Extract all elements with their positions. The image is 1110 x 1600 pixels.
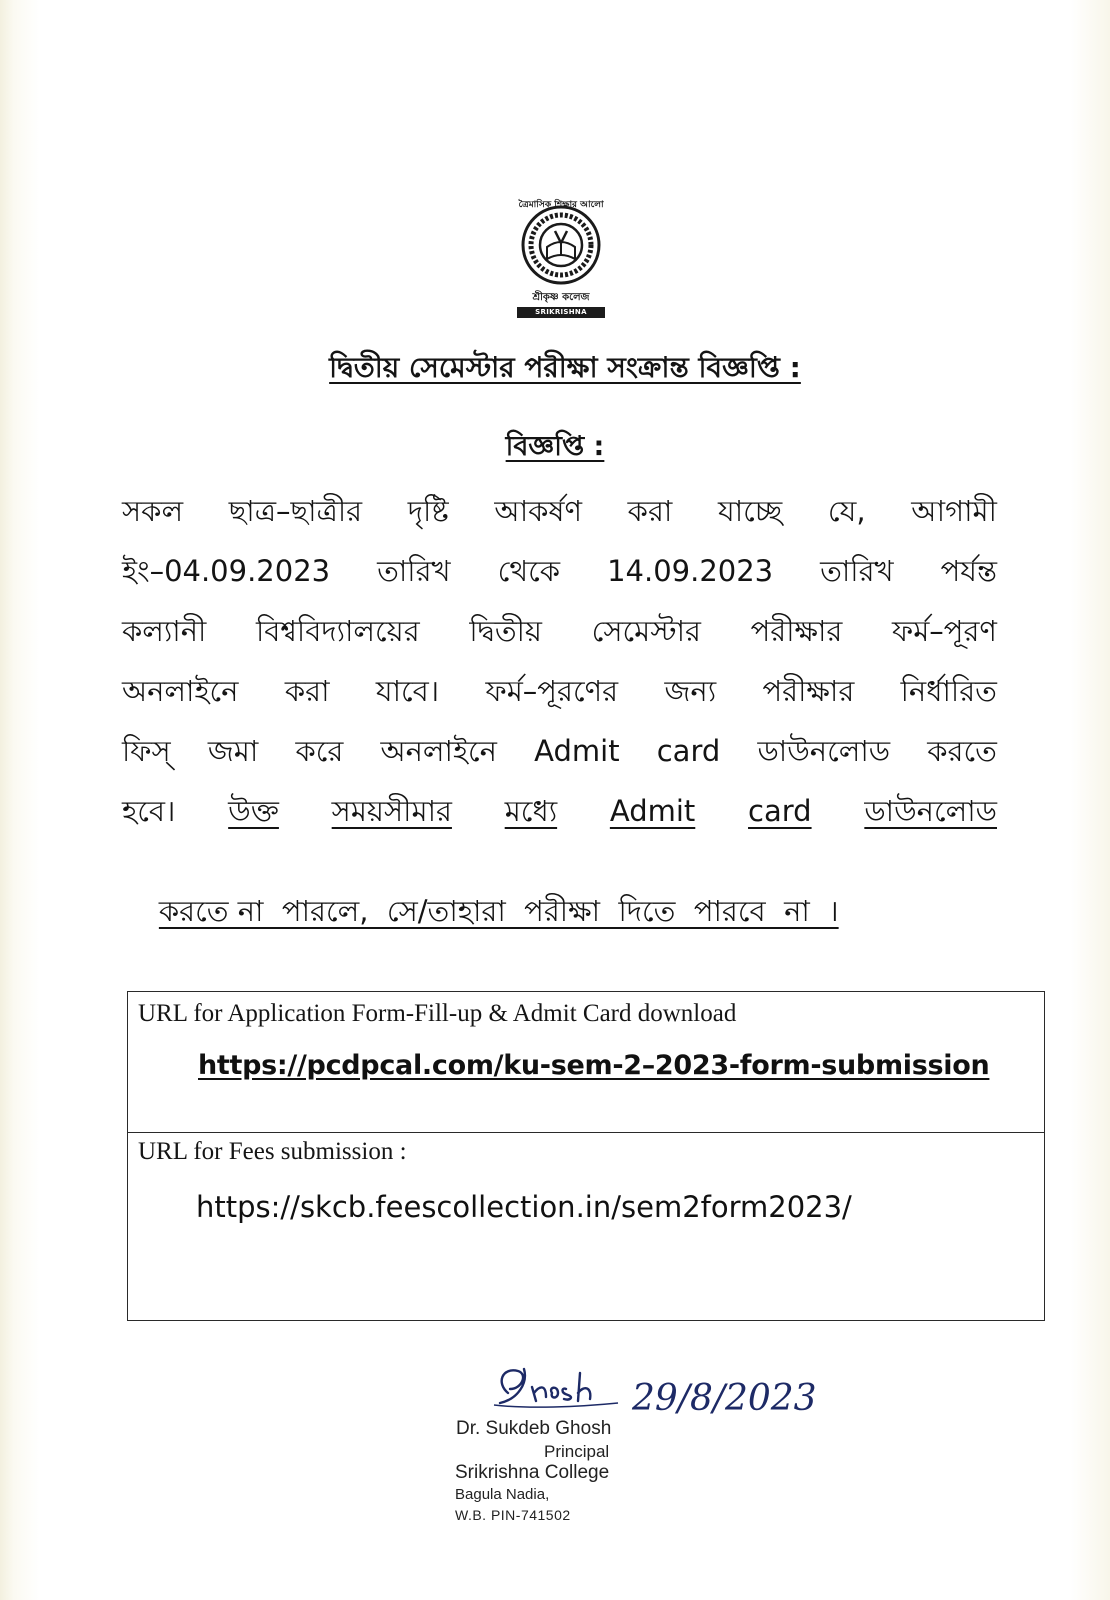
notice-line-3 <box>122 611 997 651</box>
word: থেকে <box>497 554 561 588</box>
underlined-word: মধ্যে <box>504 794 558 828</box>
signer-designation: Principal <box>544 1442 610 1461</box>
word: সকল <box>122 494 184 528</box>
notice-line-1 <box>122 491 997 531</box>
notice-line-7 <box>122 851 997 971</box>
word: অনলাইনে <box>122 674 239 708</box>
underlined-word: Admit <box>609 794 696 828</box>
signature-image <box>488 1363 648 1413</box>
notice-line-5 <box>122 731 997 771</box>
fees-url-label: URL for Fees submission : <box>138 1138 407 1165</box>
word: তারিখ <box>820 554 894 588</box>
signer-name: Dr. Sukdeb Ghosh <box>456 1418 612 1439</box>
underlined-word: সময়সীমার <box>331 794 452 828</box>
word: করা <box>284 674 330 708</box>
word: card <box>656 734 721 768</box>
underlined-word: ডাউনলোড <box>864 794 997 828</box>
notice-subtitle: বিজ্ঞপ্তি : <box>505 431 605 462</box>
word: আগামী <box>911 494 997 528</box>
signer-pin: W.B. PIN-741502 <box>455 1507 571 1523</box>
word: Admit <box>534 734 620 768</box>
signature-date: 29/8/2023 <box>632 1378 817 1419</box>
word: সেমেস্টার <box>591 614 701 648</box>
date-to: 14.09.2023 <box>607 554 774 588</box>
word: যাবে। <box>375 674 440 708</box>
logo-college-name: শ্রীকৃষ্ণ কলেজ <box>532 292 590 303</box>
word: ফর্ম–পূরণ <box>892 614 997 648</box>
logo-ring-text: ত্রৈমাসিক শিক্ষার আলো <box>518 200 604 210</box>
notice-title: দ্বিতীয় সেমেস্টার পরীক্ষা সংক্রান্ত বিজ্ঞপ্তি : <box>329 351 801 384</box>
word: দ্বিতীয় <box>469 614 542 648</box>
word: আকর্ষণ <box>494 494 582 528</box>
underlined-word: card <box>748 794 812 828</box>
word: হবে। <box>122 794 176 828</box>
word: বিশ্ববিদ্যালয়ের <box>255 614 420 648</box>
word: তারিখ <box>377 554 451 588</box>
warning-text: করতে না পারলে, সে/তাহারা পরীক্ষা দিতে পারবে না । <box>158 894 839 928</box>
word: অনলাইনে <box>380 734 497 768</box>
notice-line-2 <box>122 551 997 591</box>
word: পরীক্ষার <box>762 674 855 708</box>
signer-place: Bagula Nadia, <box>455 1486 550 1503</box>
logo-band-text: SRIKRISHNA COLLEGE <box>517 307 605 318</box>
word: জন্য <box>664 674 717 708</box>
word: জমা <box>207 734 259 768</box>
word: দৃষ্টি <box>407 494 449 528</box>
word: করা <box>627 494 673 528</box>
notice-line-4 <box>122 671 997 711</box>
word: করতে <box>927 734 997 768</box>
word: পরীক্ষার <box>750 614 843 648</box>
college-logo <box>513 193 609 325</box>
signer-college: Srikrishna College <box>455 1462 610 1483</box>
word: কল্যানী <box>122 614 207 648</box>
word: ফিস্ <box>122 734 171 768</box>
form-url-label: URL for Application Form-Fill-up & Admit Card download <box>138 1000 737 1027</box>
word: ছাত্র–ছাত্রীর <box>228 494 363 528</box>
word: করে <box>295 734 344 768</box>
underlined-word: উক্ত <box>228 794 279 828</box>
word: ডাউনলোড <box>757 734 891 768</box>
fees-url-link[interactable]: https://skcb.feescollection.in/sem2form2023/ <box>196 1190 852 1224</box>
word: পর্যন্ত <box>940 554 997 588</box>
word: নির্ধারিত <box>900 674 997 708</box>
form-url-link[interactable]: https://pcdpcal.com/ku-sem-2–2023-form-submission <box>198 1050 990 1081</box>
college-emblem-icon <box>513 193 609 325</box>
url-table <box>127 991 1045 1321</box>
word: যে, <box>827 494 866 528</box>
date-from: ইং–04.09.2023 <box>122 554 331 588</box>
word: ফর্ম–পূরণের <box>485 674 619 708</box>
table-divider <box>128 1132 1044 1133</box>
word: যাচ্ছে <box>718 494 783 528</box>
notice-line-6 <box>122 791 997 831</box>
